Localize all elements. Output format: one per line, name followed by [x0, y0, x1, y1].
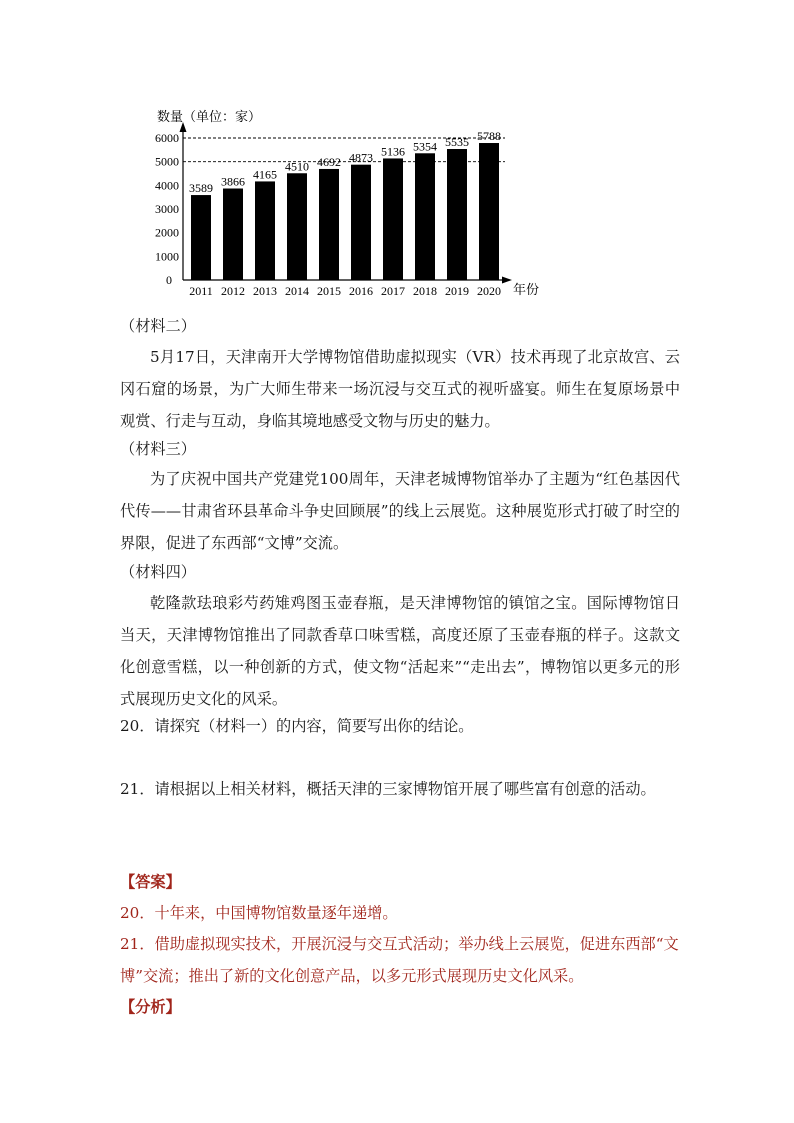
value-label-2018: 5354: [413, 139, 437, 154]
x-tick-label-2017: 2017: [381, 284, 405, 298]
bar-2013: [255, 181, 275, 280]
material-3-heading: （材料三）: [120, 440, 196, 458]
value-label-2020: 5788: [477, 129, 501, 144]
bar-2012: [223, 189, 243, 280]
value-label-2011: 3589: [189, 181, 213, 196]
bar-2019: [447, 149, 467, 280]
x-tick-label-2013: 2013: [253, 284, 277, 298]
bar-2015: [319, 169, 339, 280]
x-tick-label-2016: 2016: [349, 284, 373, 298]
material-4-heading: （材料四）: [120, 563, 196, 581]
x-tick-label-2019: 2019: [445, 284, 469, 298]
question-20: 20．请探究（材料一）的内容，简要写出你的结论。: [120, 717, 474, 735]
material-2-text: 5月17日，天津南开大学博物馆借助虚拟现实（VR）技术再现了北京故宫、云冈石窟的场景，为广大师生带来一场沉浸与交互式的视听盛宴。师生在复原场景中观赏、行走与互动，身临其境地感受文物与历史的魅力。: [120, 348, 680, 430]
analysis-heading: 【分析】: [120, 998, 181, 1016]
y-tick-label: 4000: [155, 178, 179, 193]
value-label-2014: 4510: [285, 159, 309, 174]
y-axis-label: 数量（单位：家）: [157, 109, 262, 124]
y-tick-label: 6000: [155, 131, 179, 145]
answer-20: 20．十年来，中国博物馆数量逐年递增。: [120, 904, 398, 922]
bar-2020: [479, 143, 499, 280]
y-tick-label: 3000: [155, 202, 179, 216]
y-tick-label: 5000: [155, 154, 179, 169]
bar-2011: [191, 195, 211, 280]
bar-2017: [383, 158, 403, 280]
x-axis-arrow: [502, 277, 512, 284]
value-label-2013: 4165: [253, 167, 277, 182]
bar-2018: [415, 153, 435, 280]
bar-2014: [287, 173, 307, 280]
question-21: 21．请根据以上相关材料，概括天津的三家博物馆开展了哪些富有创意的活动。: [120, 780, 656, 798]
answer-21: 21．借助虚拟现实技术，开展沉浸与交互式活动；举办线上云展览，促进东西部“文博”交流；推出了新的文化创意产品，以多元形式展现历史文化风采。: [120, 935, 679, 985]
x-tick-label-2018: 2018: [413, 284, 437, 298]
x-tick-label-2014: 2014: [285, 284, 309, 298]
y-tick-label: 1000: [155, 249, 179, 264]
x-tick-label-2020: 2020: [477, 284, 501, 298]
value-label-2017: 5136: [381, 144, 405, 159]
x-axis-label: 年份: [513, 282, 540, 297]
x-tick-label-2011: 2011: [189, 284, 213, 298]
x-tick-label-2012: 2012: [221, 284, 245, 298]
y-tick-label: 0: [166, 273, 172, 287]
value-label-2019: 5535: [445, 135, 469, 150]
material-2-heading: （材料二）: [120, 317, 196, 335]
value-label-2012: 3866: [221, 174, 245, 189]
x-tick-labels: [189, 284, 501, 298]
museum-count-bar-chart: [150, 100, 550, 300]
y-tick-label: 2000: [155, 225, 179, 240]
answer-heading: 【答案】: [120, 873, 181, 891]
value-label-2015: 4692: [317, 154, 341, 169]
material-4-text: 乾隆款珐琅彩芍药雉鸡图玉壶春瓶，是天津博物馆的镇馆之宝。国际博物馆日当天，天津博物馆推出了同款香草口味雪糕，高度还原了玉壶春瓶的样子。这款文化创意雪糕，以一种创新的方式，使文物“活起来”“走出去”，博物馆以更多元的形式展现历史文化的风采。: [120, 594, 680, 708]
material-3-text: 为了庆祝中国共产党建党100周年，天津老城博物馆举办了主题为“红色基因代代传——甘肃省环县革命斗争史回顾展”的线上云展览。这种展览形式打破了时空的界限，促进了东西部“文博”交流。: [120, 470, 680, 552]
value-label-2016: 4873: [349, 150, 373, 165]
x-tick-label-2015: 2015: [317, 284, 341, 298]
y-tick-labels: [155, 131, 179, 287]
bars: [191, 143, 499, 280]
bar-2016: [351, 165, 371, 280]
